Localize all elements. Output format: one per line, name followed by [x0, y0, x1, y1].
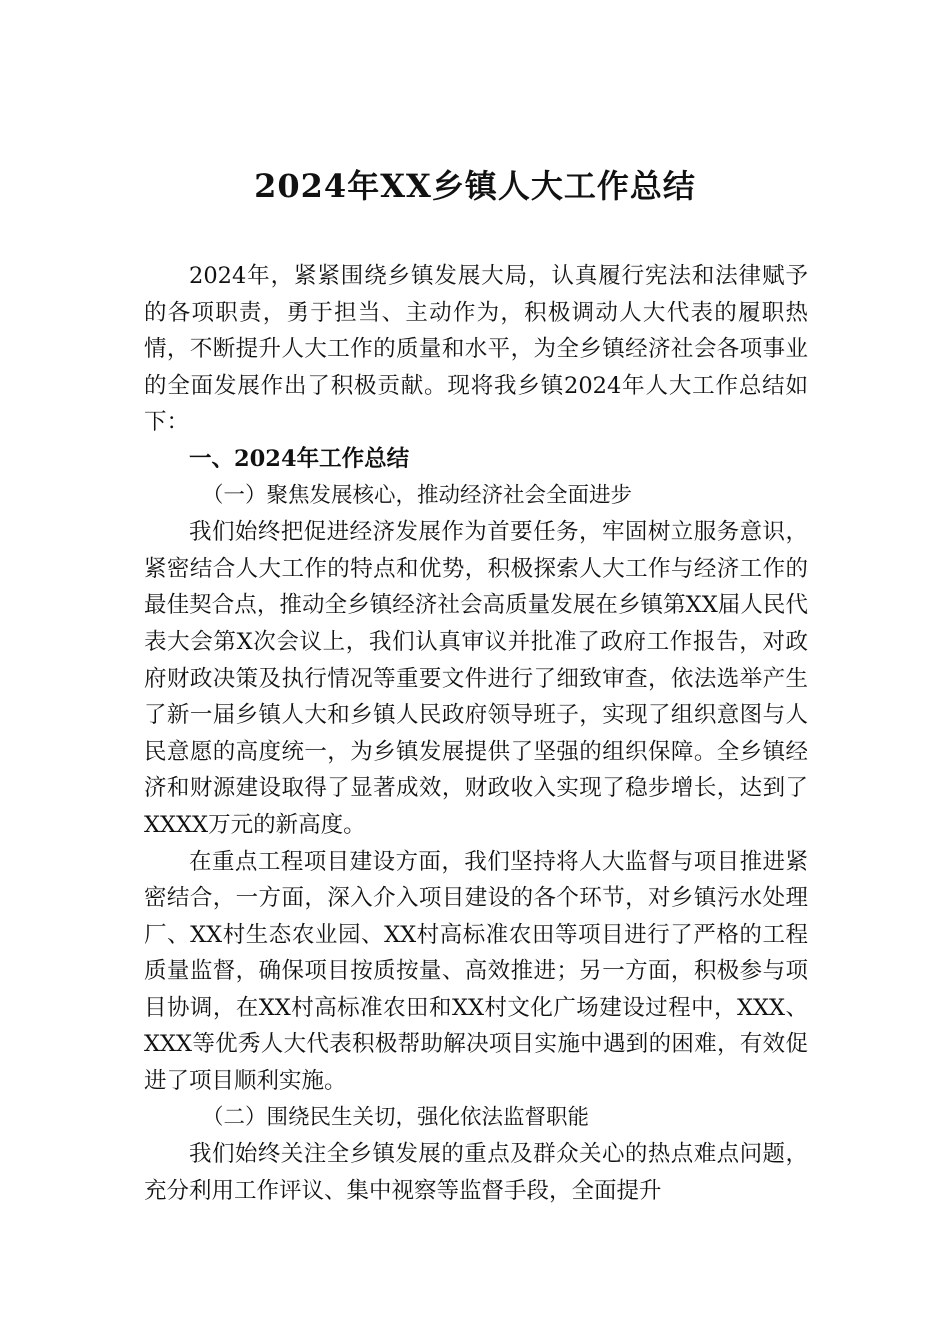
document-body [144, 258, 808, 1209]
body-paragraph: 我们始终把促进经济发展作为首要任务，牢固树立服务意识，紧密结合人大工作的特点和优势，积极探索人大工作与经济工作的最佳契合点，推动全乡镇经济社会高质量发展在乡镇第XX届人民代表大会第X次会议上，我们认真审议并批准了政府工作报告，对政府财政决策及执行情况等重要文件进行了细致审查，依法选举产生了新一届乡镇人大和乡镇人民政府领导班子，实现了组织意图与人民意愿的高度统一，为乡镇发展提供了坚强的组织保障。全乡镇经济和财源建设取得了显著成效，财政收入实现了稳步增长，达到了XXXX万元的新高度。 [144, 519, 808, 838]
subsection-heading-1: （一）聚焦发展核心，推动经济社会全面进步 [202, 482, 633, 508]
intro-paragraph: 2024年，紧紧围绕乡镇发展大局，认真履行宪法和法律赋予的各项职责，勇于担当、主动作为，积极调动人大代表的履职热情，不断提升人大工作的质量和水平，为全乡镇经济社会各项事业的全面发展作出了积极贡献。现将我乡镇2024年人大工作总结如下： [144, 263, 808, 436]
section-heading: 一、2024年工作总结 [189, 445, 410, 472]
body-paragraph: 我们始终关注全乡镇发展的重点及群众关心的热点难点问题，充分利用工作评议、集中视察等监督手段，全面提升 [144, 1141, 808, 1204]
subsection-heading-2: （二）围绕民生关切，强化依法监督职能 [202, 1104, 590, 1130]
body-paragraph: 在重点工程项目建设方面，我们坚持将人大监督与项目推进紧密结合，一方面，深入介入项目建设的各个环节，对乡镇污水处理厂、XX村生态农业园、XX村高标准农田等项目进行了严格的工程质量监督，确保项目按质按量、高效推进；另一方面，积极参与项目协调，在XX村高标准农田和XX村文化广场建设过程中，XXX、XXX等优秀人大代表积极帮助解决项目实施中遇到的困难，有效促进了项目顺利实施。 [144, 848, 808, 1095]
document-title: 2024年XX乡镇人大工作总结 [254, 167, 696, 205]
